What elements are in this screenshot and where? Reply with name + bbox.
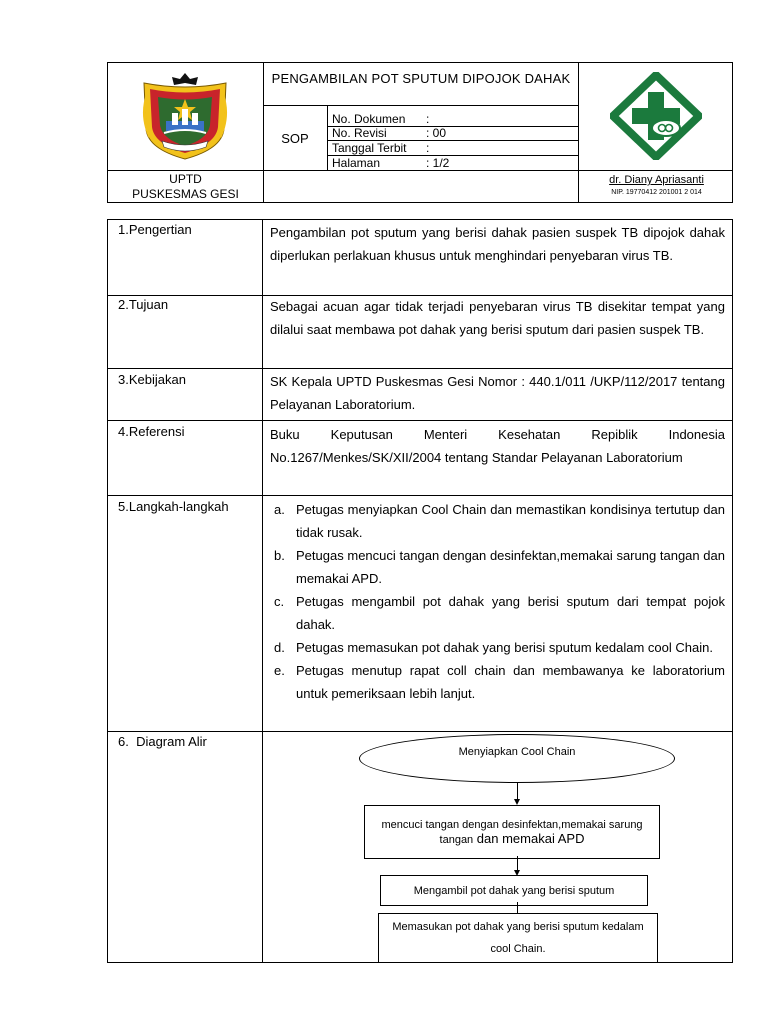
flow-step-text <box>381 818 643 847</box>
divider <box>108 170 732 171</box>
list-item-text: Petugas memasukan pot dahak yang berisi sputum kedalam cool Chain. <box>296 640 713 655</box>
list-item-letter: b. <box>274 548 285 563</box>
flow-start-ellipse <box>359 734 675 783</box>
section-text-referensi: Buku Keputusan Menteri Kesehatan Repiblik Indonesia No.1267/Menkes/SK/XII/2004 tentang Standar Pelayanan Laboratorium <box>270 427 725 465</box>
list-item-letter: e. <box>274 663 285 678</box>
flow-step-text: Mengambil pot dahak yang berisi sputum <box>413 884 615 897</box>
organization-name <box>108 172 263 202</box>
list-item <box>270 659 725 705</box>
flow-step-text-part: dan memakai APD <box>473 830 585 846</box>
list-item <box>270 544 725 590</box>
meta-value: : <box>426 112 430 126</box>
meta-row <box>332 156 450 170</box>
flow-step-box <box>378 913 658 963</box>
section-label-tujuan: 2.Tujuan <box>118 297 169 312</box>
section-text-tujuan: Sebagai acuan agar tidak terjadi penyebaran virus TB disekitar tempat yang dilalui saat membawa pot dahak yang berisi sputum dari pasien suspek TB. <box>270 299 725 337</box>
meta-label: No. Revisi <box>332 126 387 140</box>
divider <box>108 495 732 496</box>
section-label-diagram: 6. Diagram Alir <box>118 734 207 749</box>
procedure-table <box>107 219 733 963</box>
divider <box>108 368 732 369</box>
divider <box>108 420 732 421</box>
meta-label: Halaman <box>332 156 381 170</box>
meta-label: No. Dokumen <box>332 112 406 126</box>
list-item-text: Petugas mencuci tangan dengan desinfektan,memakai sarung tangan dan memakai APD. <box>296 548 725 586</box>
list-item-text: Petugas mengambil pot dahak yang berisi sputum dari tempat pojok dahak. <box>296 594 725 632</box>
list-item-text: Petugas menutup rapat coll chain dan membawanya ke laboratorium untuk pemeriksaan lebih lanjut. <box>296 663 725 701</box>
section-label-referensi: 4.Referensi <box>118 424 185 439</box>
flow-arrow-icon <box>517 856 518 871</box>
list-item-letter: d. <box>274 640 285 655</box>
organization-line: PUSKESMAS GESI <box>132 187 239 201</box>
signer-nip: NIP. 19770412 201001 2 014 <box>611 189 702 196</box>
steps-list <box>270 498 725 705</box>
document-title: PENGAMBILAN POT SPUTUM DIPOJOK DAHAK <box>271 71 571 86</box>
list-item <box>270 498 725 544</box>
flow-step-text: Menyiapkan Cool Chain <box>458 745 576 758</box>
divider <box>327 105 328 170</box>
list-item-letter: c. <box>274 594 285 609</box>
flow-step-box <box>380 875 648 906</box>
flow-step-text-part: mencuci tangan dengan desinfektan,memakai sarung tangan <box>381 818 643 846</box>
divider <box>108 731 732 732</box>
divider <box>262 220 263 962</box>
section-label-kebijakan: 3.Kebijakan <box>118 372 186 387</box>
meta-value: : 00 <box>426 126 447 140</box>
section-label-pengertian: 1.Pengertian <box>118 222 192 237</box>
meta-value: : 1/2 <box>426 156 450 170</box>
meta-row <box>332 112 430 126</box>
list-item-text: Petugas menyiapkan Cool Chain dan memastikan kondisinya tertutup dan tidak rusak. <box>296 502 725 540</box>
list-item <box>270 590 725 636</box>
meta-row <box>332 141 430 155</box>
flow-arrow-icon <box>517 783 518 800</box>
list-item <box>270 636 725 659</box>
list-item-letter: a. <box>274 502 285 517</box>
puskesmas-logo-icon <box>610 72 702 160</box>
meta-row <box>332 126 447 140</box>
flow-step-text: Memasukan pot dahak yang berisi sputum kedalam cool Chain. <box>392 921 644 955</box>
signer-name: dr. Diany Apriasanti <box>609 174 704 186</box>
flow-step-box <box>364 805 660 859</box>
meta-value: : <box>426 141 430 155</box>
organization-line: UPTD <box>169 172 202 186</box>
divider <box>263 105 578 106</box>
regency-emblem-icon <box>136 69 234 161</box>
sop-label: SOP <box>281 131 309 146</box>
sop-header <box>107 62 733 203</box>
section-label-langkah: 5.Langkah-langkah <box>118 499 229 514</box>
meta-label: Tanggal Terbit <box>332 141 407 155</box>
section-text-kebijakan: SK Kepala UPTD Puskesmas Gesi Nomor : 440.1/011 /UKP/112/2017 tentang Pelayanan Laboratorium. <box>270 374 725 412</box>
section-text-pengertian: Pengambilan pot sputum yang berisi dahak pasien suspek TB dipojok dahak diperlukan perlakuan khusus untuk menghindari penyebaran virus TB. <box>270 225 725 263</box>
